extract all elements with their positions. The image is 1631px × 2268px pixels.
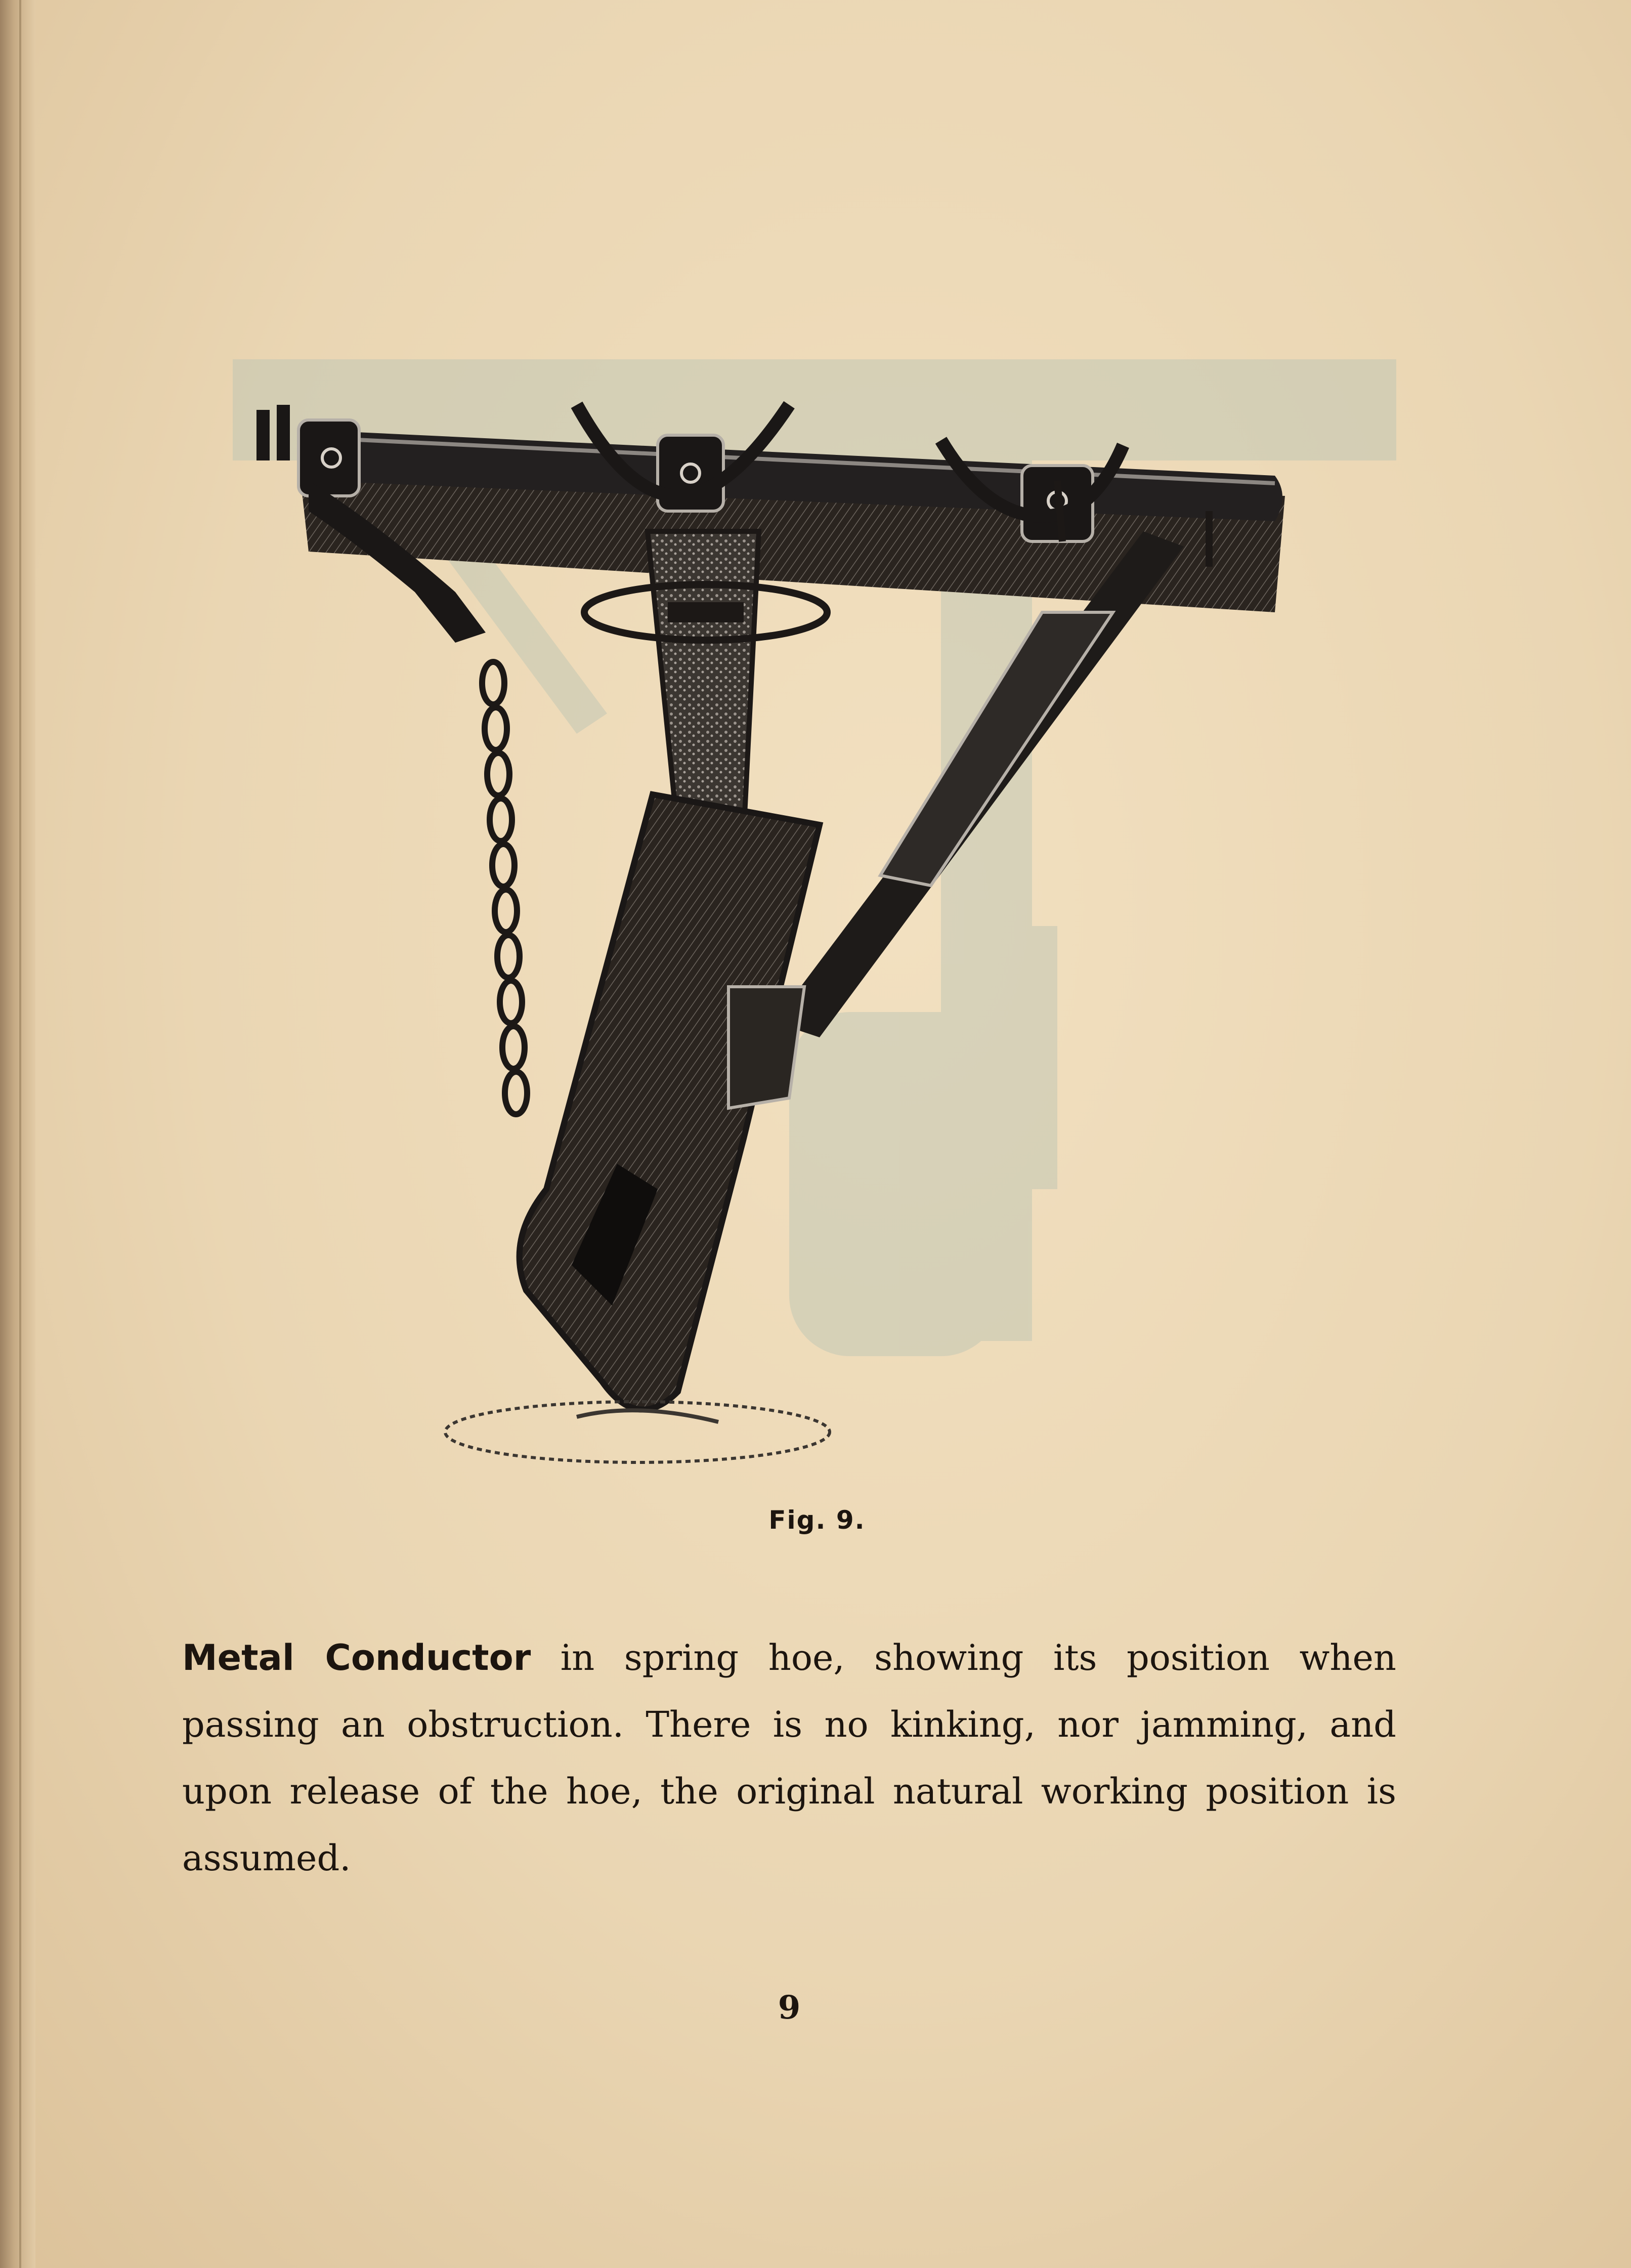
ground-patch — [445, 1402, 830, 1462]
body-paragraph — [182, 1624, 1396, 1892]
hoe-chain — [482, 662, 527, 1114]
binding-fold — [19, 0, 21, 2268]
metal-conductor-boot — [520, 794, 820, 1410]
figure-caption: Fig. 9. — [768, 1505, 866, 1535]
figure-illustration — [223, 329, 1417, 1503]
page-number: 9 — [778, 1989, 801, 2027]
spring-hoe-illustration — [223, 329, 1417, 1503]
lead-term: Metal Conductor — [182, 1637, 531, 1678]
page-gutter — [0, 0, 35, 2268]
body-text: in spring hoe, showing its position when passing an obstruction. There is no kinking, nor jamming, and upon release of the hoe, the original natural working position is assumed. — [182, 1637, 1396, 1879]
